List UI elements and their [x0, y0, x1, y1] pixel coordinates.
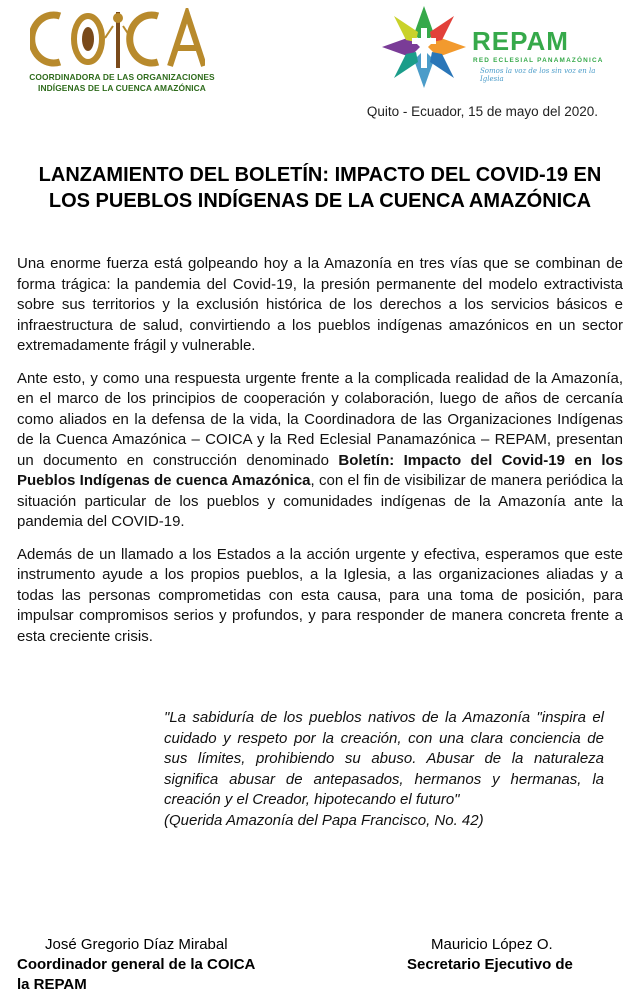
repam-logo: [380, 4, 620, 90]
paragraph-1: Una enorme fuerza está golpeando hoy a la Amazonía en tres vías que se combinan de forma trágica: la pandemia del Covid-19, la presión permanente del modelo extractivista sobre sus territorios y la exclusión histórica de los derechos a los servicios básicos e infraestructura de salud, convirtiendo a los pueblos indígenas amazónicos en un sector extremadamente frágil y vulnerable.: [17, 255, 623, 354]
coica-subtitle: [22, 72, 222, 94]
signature-right: [407, 935, 607, 975]
repam-tagline: Somos la voz de los sin voz en la Iglesia: [480, 67, 596, 83]
dateline: Quito - Ecuador, 15 de mayo del 2020.: [366, 104, 598, 119]
signer-role-right: Secretario Ejecutivo de: [407, 956, 573, 973]
paragraph-2-text-after: , con el fin de visibilizar de manera periódica la situación particular de los pueblos y comunidades indígenas de la Amazonía ante la pandemia del COVID-19.: [17, 472, 624, 530]
coica-subtitle-line2: INDÍGENAS DE LA CUENCA AMAZÓNICA: [38, 83, 206, 93]
repam-subtitle: RED ECLESIAL PANAMAZÓNICA: [473, 57, 604, 64]
paragraph-2: [17, 369, 623, 533]
coica-logo: [22, 8, 215, 94]
bulletin-title-bold: Boletín: Impacto del Covid-19 en los Pueblos Indígenas de cuenca Amazónica: [17, 451, 623, 489]
signer-name-right: Mauricio López O.: [431, 936, 553, 953]
signer-role-left: Coordinador general de la COICA: [17, 956, 256, 973]
signer-name-left: José Gregorio Díaz Mirabal: [45, 936, 228, 953]
block-quote: [164, 708, 604, 831]
document-title: LANZAMIENTO DEL BOLETÍN: IMPACTO DEL COVID-19 EN LOS PUEBLOS INDÍGENAS DE LA CUENCA AMAZÓNICA: [38, 164, 602, 212]
repam-wordmark: REPAM: [472, 26, 569, 56]
signature-left: [17, 935, 317, 995]
quote-source: (Querida Amazonía del Papa Francisco, No. 42): [164, 811, 484, 829]
paragraph-2-text-before: Ante esto, y como una respuesta urgente frente a la complicada realidad de la Amazonía, en el marco de los principios de cooperación y colaboración, luego de años de cercanía como aliados en la defensa de la vida, la Coordinadora de las Organizaciones Indígenas de la Cuenca Amazónica – COICA y la Red Eclesial Panamazónica – REPAM, presentan un documento en construcción denominado: [17, 369, 623, 469]
document-body: [17, 254, 623, 659]
letterhead: [0, 0, 640, 100]
coica-subtitle-line1: COORDINADORA DE LAS ORGANIZACIONES: [29, 72, 215, 82]
repam-star-cross-icon: [380, 4, 468, 90]
signer-role-continued: la REPAM: [17, 976, 87, 993]
quote-text: "La sabiduría de los pueblos nativos de la Amazonía "inspira el cuidado y respeto por la creación, con una clara conciencia de sus límites, prohibiendo su abuso. Abusar de la naturaleza significa abusar de antepasados, hermanos y hermanas, la creación y el Creador, hipotecando el futuro": [164, 709, 604, 808]
paragraph-3: Además de un llamado a los Estados a la acción urgente y efectiva, esperamos que este instrumento ayude a los propios pueblos, a la Iglesia, a las organizaciones aliadas y a todas las personas comprometidas con esta causa, para una toma de posición, para impulsar compromisos serios y profundos, y para responder de manera concreta frente a esta creciente crisis.: [17, 545, 623, 645]
coica-wordmark-icon: [30, 8, 205, 70]
